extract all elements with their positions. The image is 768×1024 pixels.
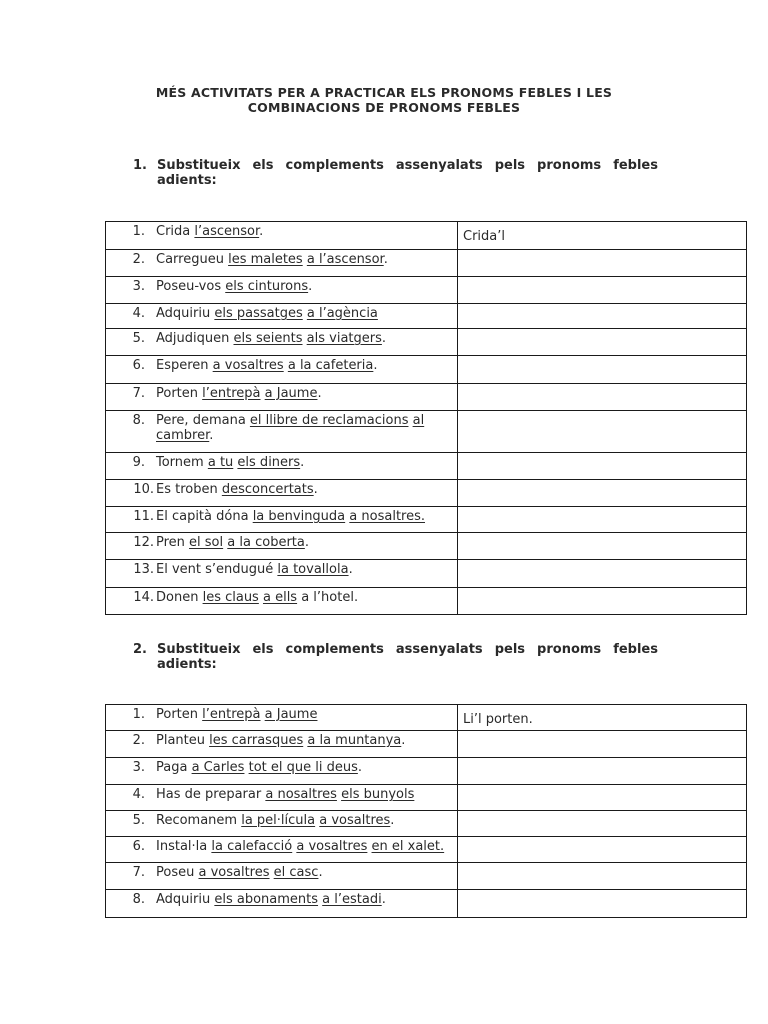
question-fragment: . (317, 386, 322, 401)
marked-complement: als viatgers (306, 331, 382, 346)
section-2-number: 2. (133, 642, 147, 657)
answer-text: Li’l porten. (463, 712, 533, 727)
marked-complement: els passatges (214, 306, 303, 321)
marked-complement: l’entrepà (202, 707, 261, 722)
question-fragment: . (209, 428, 214, 443)
marked-complement: la tovallola (277, 562, 349, 577)
table-row (106, 588, 747, 615)
item-number: 3. (132, 279, 145, 294)
table-row (106, 533, 747, 560)
marked-complement: cambrer (156, 428, 210, 443)
answer-cell[interactable] (458, 356, 747, 384)
item-number: 9. (132, 455, 145, 470)
answer-cell[interactable] (458, 277, 747, 304)
marked-complement: al (412, 413, 425, 428)
marked-complement: les claus (202, 590, 259, 605)
marked-complement: els seients (233, 331, 303, 346)
question-fragment: El capità dóna (156, 509, 253, 524)
marked-complement: a la coberta (227, 535, 305, 550)
answer-cell[interactable] (458, 304, 747, 329)
marked-complement: a vosaltres (212, 358, 284, 373)
section-2-instruction-line-1: Substitueix els complements assenyalats pels pronoms febles (157, 642, 658, 657)
question-text (156, 813, 394, 828)
answer-text: Crida’l (463, 229, 505, 244)
question-text (156, 455, 304, 470)
question-fragment: Porten (156, 386, 203, 401)
question-text (156, 331, 386, 346)
section-2-instruction-line-2: adients: (157, 657, 217, 672)
question-fragment: . (373, 358, 378, 373)
answer-cell[interactable] (458, 705, 747, 731)
question-cell (106, 250, 458, 277)
question-cell (106, 533, 458, 560)
item-number: 5. (132, 331, 145, 346)
title-line-2: COMBINACIONS DE PRONOMS FEBLES (247, 100, 521, 115)
question-fragment: Pren (156, 535, 190, 550)
item-number: 12. (133, 535, 154, 550)
table-row (106, 811, 747, 837)
answer-cell[interactable] (458, 480, 747, 507)
question-text (156, 482, 318, 497)
question-fragment: Poseu (156, 865, 199, 880)
answer-cell[interactable] (458, 222, 747, 250)
question-text (156, 590, 358, 605)
marked-complement: a Carles (191, 760, 245, 775)
table-row (106, 329, 747, 356)
question-fragment: Tornem (156, 455, 208, 470)
answer-cell[interactable] (458, 250, 747, 277)
question-fragment: Pere, demana (156, 413, 250, 428)
question-fragment: Esperen (156, 358, 213, 373)
answer-cell[interactable] (458, 785, 747, 811)
section-1-instruction-line-1: Substitueix els complements assenyalats pels pronoms febles (157, 158, 658, 173)
question-cell (106, 222, 458, 250)
question-fragment: Carregueu (156, 252, 229, 267)
question-text (156, 707, 317, 722)
item-number: 7. (132, 386, 145, 401)
question-text (156, 865, 323, 880)
question-fragment: . (357, 760, 362, 775)
marked-complement: a l’estadi (322, 892, 382, 907)
question-text (156, 413, 424, 443)
question-cell (106, 863, 458, 890)
marked-complement: a Jaume (264, 386, 318, 401)
question-fragment: Adjudiquen (156, 331, 234, 346)
question-text (156, 892, 386, 907)
table-row (106, 480, 747, 507)
marked-complement: a Jaume (264, 707, 318, 722)
question-fragment: . (381, 331, 387, 346)
question-fragment: . (304, 535, 309, 550)
question-fragment: . (313, 482, 318, 497)
marked-complement: el casc (273, 865, 319, 880)
question-fragment: . (300, 455, 305, 470)
marked-complement: en el xalet. (371, 839, 445, 854)
question-fragment: Planteu (156, 733, 210, 748)
answer-cell[interactable] (458, 588, 747, 615)
item-number: 11. (133, 509, 154, 524)
question-cell (106, 480, 458, 507)
marked-complement: els bunyols (341, 787, 415, 802)
table-row (106, 863, 747, 890)
question-fragment: . (348, 562, 353, 577)
question-fragment: a l’hotel. (297, 590, 359, 605)
marked-complement: a l’ascensor (306, 252, 384, 267)
question-text (156, 760, 362, 775)
item-number: 10. (133, 482, 154, 497)
marked-complement: a ells (262, 590, 298, 605)
question-cell (106, 731, 458, 758)
question-cell (106, 453, 458, 480)
marked-complement: l’entrepà (202, 386, 261, 401)
table-row (106, 453, 747, 480)
marked-complement: l’ascensor (194, 224, 260, 239)
answer-cell[interactable] (458, 731, 747, 758)
answer-cell[interactable] (458, 329, 747, 356)
item-number: 8. (132, 413, 145, 428)
exercise-table-1 (105, 221, 747, 615)
question-cell (106, 304, 458, 329)
question-fragment: Es troben (156, 482, 222, 497)
question-cell (106, 758, 458, 785)
table-row (106, 785, 747, 811)
answer-cell[interactable] (458, 411, 747, 453)
question-text (156, 386, 322, 401)
marked-complement: el llibre de reclamacions (249, 413, 409, 428)
question-cell (106, 411, 458, 453)
marked-complement: les carrasques (209, 733, 304, 748)
question-text (156, 562, 353, 577)
question-cell (106, 560, 458, 588)
answer-cell[interactable] (458, 453, 747, 480)
table-row (106, 250, 747, 277)
item-number: 4. (132, 306, 145, 321)
item-number: 1. (132, 224, 145, 239)
question-fragment: Adquiriu (156, 892, 215, 907)
question-fragment: Has de preparar (156, 787, 266, 802)
answer-cell[interactable] (458, 837, 747, 863)
question-cell (106, 837, 458, 863)
question-cell (106, 785, 458, 811)
question-text (156, 252, 388, 267)
question-cell (106, 705, 458, 731)
item-number: 4. (132, 787, 145, 802)
question-text (156, 358, 378, 373)
question-fragment: . (401, 733, 406, 748)
marked-complement: tot el que li deus (248, 760, 358, 775)
question-fragment: El vent s’endugué (156, 562, 278, 577)
answer-cell[interactable] (458, 863, 747, 890)
table-row (106, 277, 747, 304)
marked-complement: a nosaltres (265, 787, 337, 802)
item-number: 3. (132, 760, 145, 775)
answer-cell[interactable] (458, 758, 747, 785)
question-cell (106, 588, 458, 615)
question-cell (106, 811, 458, 837)
marked-complement: desconcertats (221, 482, 314, 497)
title-line-1: MÉS ACTIVITATS PER A PRACTICAR ELS PRONOMS FEBLES I LES (155, 85, 613, 100)
question-text (156, 509, 425, 524)
item-number: 14. (133, 590, 154, 605)
section-1-number: 1. (133, 158, 147, 173)
question-fragment: Recomanem (156, 813, 242, 828)
question-fragment: . (308, 279, 313, 294)
item-number: 6. (132, 358, 145, 373)
answer-cell[interactable] (458, 560, 747, 588)
question-cell (106, 890, 458, 918)
question-fragment: Paga (156, 760, 192, 775)
question-fragment: . (383, 252, 388, 267)
marked-complement: a vosaltres (296, 839, 368, 854)
question-fragment: Crida (156, 224, 195, 239)
question-fragment: . (381, 892, 386, 907)
marked-complement: a la cafeteria (287, 358, 374, 373)
table-row (106, 384, 747, 411)
question-text (156, 535, 309, 550)
item-number: 8. (132, 892, 145, 907)
question-fragment: Instal·la (156, 839, 212, 854)
marked-complement: els cinturons (225, 279, 309, 294)
item-number: 13. (133, 562, 154, 577)
marked-complement: la pel·lícula (241, 813, 316, 828)
question-text (156, 306, 378, 321)
table-row (106, 411, 747, 453)
exercise-table-2 (105, 704, 747, 918)
item-number: 5. (132, 813, 145, 828)
question-text (156, 279, 312, 294)
marked-complement: el sol (189, 535, 224, 550)
question-text (156, 839, 444, 854)
answer-cell[interactable] (458, 811, 747, 837)
table-row (106, 731, 747, 758)
question-fragment: Adquiriu (156, 306, 215, 321)
table-row (106, 837, 747, 863)
marked-complement: a la muntanya (307, 733, 402, 748)
table-row (106, 222, 747, 250)
item-number: 6. (132, 839, 145, 854)
table-row (106, 890, 747, 918)
marked-complement: a tu (207, 455, 234, 470)
marked-complement: a l’agència (306, 306, 378, 321)
marked-complement: la calefacció (211, 839, 293, 854)
table-row (106, 304, 747, 329)
answer-cell[interactable] (458, 507, 747, 533)
question-cell (106, 507, 458, 533)
answer-cell[interactable] (458, 533, 747, 560)
item-number: 2. (132, 733, 145, 748)
question-text (156, 224, 263, 239)
marked-complement: a nosaltres. (349, 509, 425, 524)
question-fragment: . (259, 224, 264, 239)
marked-complement: els diners (237, 455, 301, 470)
document-title (100, 85, 668, 115)
question-fragment: . (390, 813, 395, 828)
question-fragment: Porten (156, 707, 203, 722)
table-row (106, 758, 747, 785)
section-1-instruction-line-2: adients: (157, 173, 217, 188)
item-number: 2. (132, 252, 145, 267)
table-row (106, 507, 747, 533)
question-cell (106, 384, 458, 411)
question-cell (106, 277, 458, 304)
marked-complement: els abonaments (214, 892, 319, 907)
question-fragment: Donen (156, 590, 203, 605)
table-row (106, 705, 747, 731)
section-1-instruction (133, 158, 658, 188)
item-number: 1. (132, 707, 145, 722)
question-fragment: . (318, 865, 323, 880)
item-number: 7. (132, 865, 145, 880)
answer-cell[interactable] (458, 890, 747, 918)
marked-complement: les maletes (228, 252, 303, 267)
marked-complement: la benvinguda (252, 509, 346, 524)
marked-complement: a vosaltres (319, 813, 391, 828)
question-cell (106, 356, 458, 384)
table-row (106, 560, 747, 588)
marked-complement: a vosaltres (198, 865, 270, 880)
question-text (156, 787, 414, 802)
question-text (156, 733, 405, 748)
answer-cell[interactable] (458, 384, 747, 411)
question-fragment: Poseu-vos (156, 279, 226, 294)
question-cell (106, 329, 458, 356)
section-2-instruction (133, 642, 658, 672)
table-row (106, 356, 747, 384)
